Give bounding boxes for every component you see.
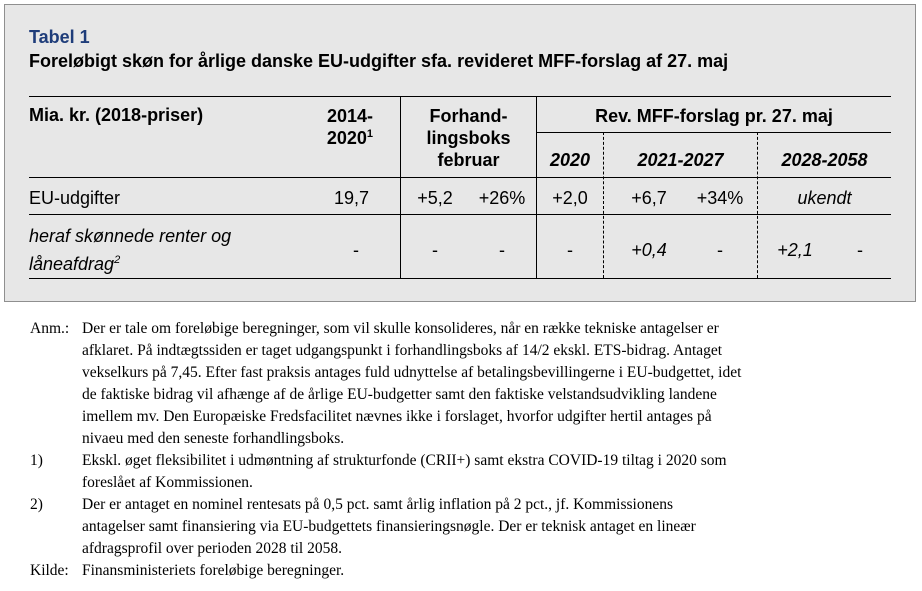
rule-row-divider (29, 214, 891, 215)
note-source (30, 560, 910, 582)
row-eu-nb-pct: +26% (478, 188, 526, 208)
note-line: antagelser samt finansiering via EU-budgettets finansieringsnøgle. Der er teknisk antaget en lineær (82, 518, 696, 535)
footnote-ref-2: 2 (114, 254, 121, 266)
table-label: Tabel 1 (29, 27, 90, 47)
row-interest-nb-abs: - (432, 240, 438, 260)
row-interest-base: - (353, 240, 359, 260)
table-notes (30, 318, 910, 582)
note-text (82, 450, 910, 494)
note-label: 1) (30, 452, 43, 469)
footnote-2 (30, 494, 910, 560)
rule-rev-sub (537, 132, 891, 133)
header-period (295, 105, 373, 149)
row-eu-2020: +2,0 (552, 188, 588, 208)
note-text (82, 494, 910, 560)
footnote-1 (30, 450, 910, 494)
header-nb-line3: februar (437, 150, 500, 170)
header-nb-line1: Forhand- (429, 106, 508, 126)
note-line: Der er tale om foreløbige beregninger, som vil skulle konsolideres, når en række tekniske antagelser er (82, 320, 719, 337)
row-interest-2020: - (567, 240, 573, 260)
note-line: afdragsprofil over perioden 2028 til 2058. (82, 540, 342, 557)
note-line: foreslået af Kommissionen. (82, 474, 253, 491)
header-negotiation-box (401, 105, 536, 171)
row-eu-2028: ukendt (797, 188, 852, 208)
row-eu-2021-abs: +6,7 (631, 188, 667, 208)
row-interest-2028-abs: +2,1 (777, 240, 813, 260)
note-label: Kilde: (30, 562, 69, 579)
note-line: Der er antaget en nominel rentesats på 0,5 pct. samt årlig inflation på 2 pct., jf. Kommissionens (82, 496, 673, 513)
table-panel (4, 4, 916, 302)
note-text (82, 318, 910, 450)
row-interest-nb-pct: - (499, 240, 505, 260)
table-title: Foreløbigt skøn for årlige danske EU-udgifter sfa. revideret MFF-forslag af 27. maj (29, 51, 729, 71)
footnote-ref-1: 1 (366, 128, 373, 140)
note-line: nivaeu med den seneste forhandlingsboks. (82, 430, 345, 447)
note-line: imellem mv. Den Europæiske Fredsfacilitet nævnes ikke i forslaget, hvorfor udgifter hertil antages på (82, 408, 712, 425)
header-nb-line2: lingsboks (426, 128, 511, 148)
note-text (82, 560, 910, 582)
header-years-2021-2027: 2021-2027 (637, 150, 724, 170)
note-line: de faktiske bidrag vil afhænge af de årlige EU-budgetter samt den faktiske velstandsudvikling landene (82, 386, 717, 403)
row-interest-label (29, 222, 231, 278)
header-period-line2: 2020 (326, 128, 367, 148)
rule-top (29, 96, 891, 97)
header-unit: Mia. kr. (2018-priser) (29, 105, 204, 125)
row-interest-label-line2: låneafdrag (29, 254, 115, 274)
row-eu-nb-abs: +5,2 (417, 188, 453, 208)
row-eu-base: 19,7 (333, 188, 369, 208)
header-years-2028-2058: 2028-2058 (781, 150, 868, 170)
note-remark (30, 318, 910, 450)
note-line: Finansministeriets foreløbige beregninger. (82, 562, 345, 579)
rule-header-bottom (29, 177, 891, 178)
note-label: 2) (30, 496, 43, 513)
note-label: Anm.: (30, 320, 70, 337)
row-interest-2021-abs: +0,4 (631, 240, 667, 260)
header-year-2020: 2020 (549, 150, 591, 170)
note-line: vekselkurs på 7,45. Efter fast praksis antages fuld udnyttelse af betalingsbevillingerne i EU-budgettet, idet (82, 364, 742, 381)
row-interest-2028-pct: - (857, 240, 863, 260)
header-rev-mff: Rev. MFF-forslag pr. 27. maj (595, 106, 833, 126)
row-eu-2021-pct: +34% (696, 188, 744, 208)
header-period-line1: 2014- (326, 106, 373, 126)
rule-bottom (29, 278, 891, 279)
note-line: Ekskl. øget fleksibilitet i udmøntning af strukturfonde (CRII+) samt ekstra COVID-19 tiltag i 2020 som (82, 452, 727, 469)
row-eu-label: EU-udgifter (29, 188, 121, 208)
row-interest-2021-pct: - (717, 240, 723, 260)
row-interest-label-line1: heraf skønnede renter og (29, 226, 232, 246)
note-line: afklaret. På indtægtssiden er taget udgangspunkt i forhandlingsboks af 14/2 ekskl. ETS-bidrag. Antaget (82, 342, 723, 359)
